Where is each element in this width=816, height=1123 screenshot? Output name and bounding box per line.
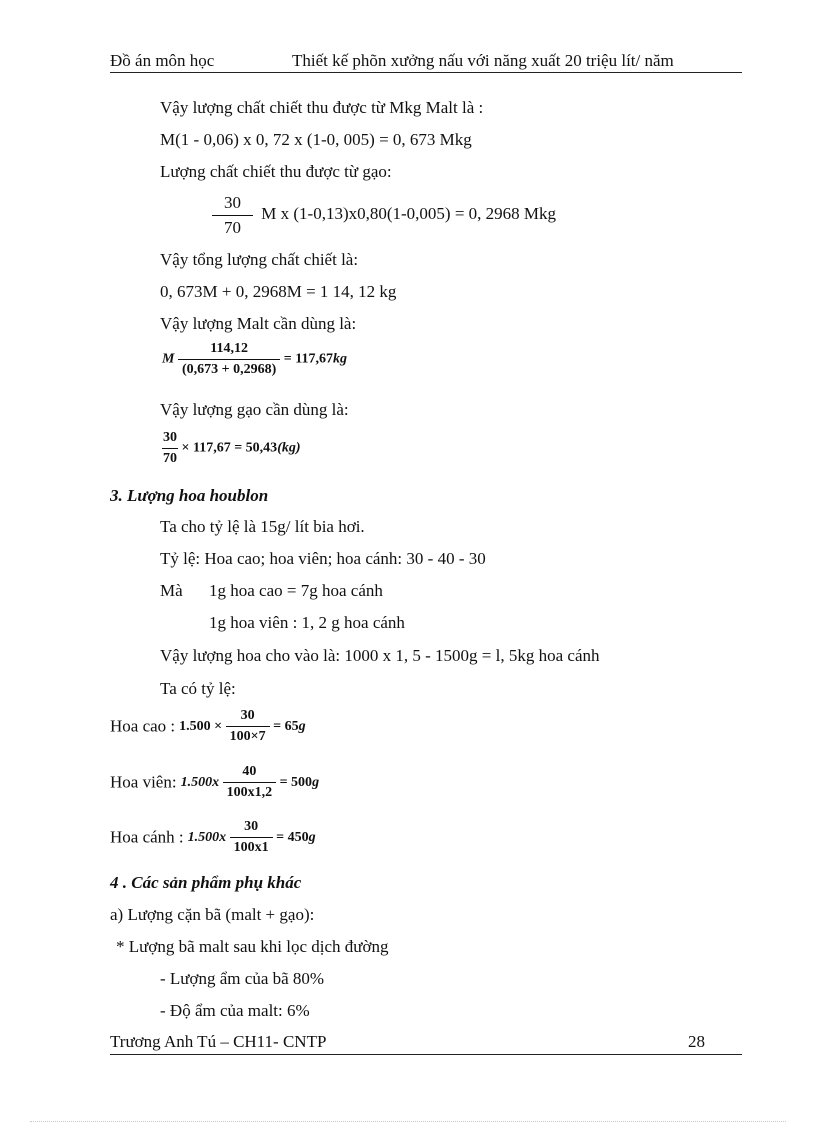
denominator: (0,673 + 0,2968) bbox=[178, 359, 280, 378]
text-line: a) Lượng cặn bã (malt + gạo): bbox=[110, 905, 315, 924]
text-line: Ta có tỷ lệ: bbox=[160, 679, 236, 698]
text-line: 1g hoa viên : 1, 2 g hoa cánh bbox=[209, 613, 405, 632]
eq-unit: (kg) bbox=[277, 440, 301, 456]
eq-result: × 117,67 = 50,43 bbox=[181, 440, 278, 456]
section-heading: 4 . Các sản phẩm phụ khác bbox=[110, 873, 302, 892]
hop-equation-vien bbox=[110, 764, 319, 801]
hop-label: Hoa cánh : bbox=[110, 827, 184, 847]
fraction bbox=[162, 430, 178, 467]
hop-label: Hoa viên: bbox=[110, 772, 177, 792]
equation-rice-extract bbox=[212, 193, 556, 238]
numerator: 30 bbox=[163, 430, 177, 445]
fraction bbox=[226, 708, 270, 745]
numerator: 40 bbox=[242, 764, 257, 779]
hop-unit: g bbox=[298, 718, 306, 734]
denominator: 100x1,2 bbox=[223, 782, 277, 801]
numerator: 114,12 bbox=[210, 341, 248, 356]
fraction bbox=[178, 341, 280, 378]
text-line: - Độ ẩm của malt: 6% bbox=[160, 1001, 310, 1020]
denominator: 70 bbox=[162, 448, 178, 467]
numerator: 30 bbox=[224, 193, 241, 212]
hop-formula bbox=[187, 819, 316, 855]
eq-var: M bbox=[162, 351, 175, 367]
numerator: 30 bbox=[240, 708, 255, 723]
text-line: Lượng chất chiết thu được từ gạo: bbox=[160, 162, 392, 181]
text-line: - Lượng ẩm của bã 80% bbox=[160, 969, 325, 988]
text-line: Vậy lượng hoa cho vào là: 1000 x 1, 5 - 1500g = l, 5kg hoa cánh bbox=[160, 646, 600, 665]
denominator: 100x1 bbox=[230, 837, 273, 856]
hop-lead: 1.500x bbox=[187, 829, 227, 845]
eq-unit: kg bbox=[332, 351, 347, 367]
text-line: Vậy lượng gạo cần dùng là: bbox=[160, 400, 349, 419]
hop-unit: g bbox=[312, 774, 320, 790]
hop-result: = 65 bbox=[273, 718, 299, 734]
fraction bbox=[230, 819, 273, 856]
hop-equation-cao bbox=[110, 708, 306, 745]
hop-result: = 450 bbox=[276, 829, 309, 845]
hop-unit: g bbox=[308, 829, 316, 845]
text-line: Vậy tổng lượng chất chiết là: bbox=[160, 250, 359, 269]
header-left: Đồ án môn học bbox=[110, 51, 215, 70]
hop-result: = 500 bbox=[279, 774, 313, 790]
numerator: 30 bbox=[244, 819, 259, 834]
header-right: Thiết kế phõn xưởng nấu với năng xuất 20 triệu lít/ năm bbox=[292, 51, 674, 70]
hop-lead: 1.500x bbox=[180, 774, 220, 790]
denominator: 100×7 bbox=[226, 726, 270, 745]
equation-rice bbox=[162, 430, 301, 467]
equation-rest: M x (1-0,13)x0,80(1-0,005) = 0, 2968 Mkg bbox=[261, 204, 557, 224]
header-divider bbox=[110, 72, 742, 73]
text-line: M(1 - 0,06) x 0, 72 x (1-0, 005) = 0, 673 Mkg bbox=[160, 130, 472, 149]
hop-equation-canh bbox=[110, 819, 316, 856]
page-number: 28 bbox=[688, 1032, 705, 1051]
text-line: * Lượng bã malt sau khi lọc dịch đường bbox=[116, 937, 389, 956]
hop-formula bbox=[180, 764, 320, 800]
text-line: Ta cho tỷ lệ là 15g/ lít bia hơi. bbox=[160, 517, 365, 536]
fraction bbox=[223, 764, 277, 801]
hop-label: Hoa cao : bbox=[110, 716, 176, 736]
text-line: Vậy lượng Malt cần dùng là: bbox=[160, 314, 357, 333]
text-line: Vậy lượng chất chiết thu được từ Mkg Malt là : bbox=[160, 98, 484, 117]
footer-divider bbox=[110, 1054, 742, 1055]
hop-lead: 1.500 × bbox=[179, 718, 223, 734]
text-line: Tỷ lệ: Hoa cao; hoa viên; hoa cánh: 30 - 40 - 30 bbox=[160, 549, 486, 568]
text-line: 1g hoa cao = 7g hoa cánh bbox=[209, 581, 383, 600]
fraction bbox=[212, 193, 253, 238]
footer-author: Trương Anh Tú – CH11- CNTP bbox=[110, 1032, 327, 1051]
eq-result: = 117,67 bbox=[283, 351, 333, 367]
text-line: Mà bbox=[160, 581, 183, 600]
text-line: 0, 673M + 0, 2968M = 1 14, 12 kg bbox=[160, 282, 397, 301]
denominator: 70 bbox=[212, 215, 253, 238]
page-edge bbox=[30, 1121, 786, 1122]
equation-malt bbox=[162, 341, 347, 378]
section-heading: 3. Lượng hoa houblon bbox=[110, 486, 269, 505]
